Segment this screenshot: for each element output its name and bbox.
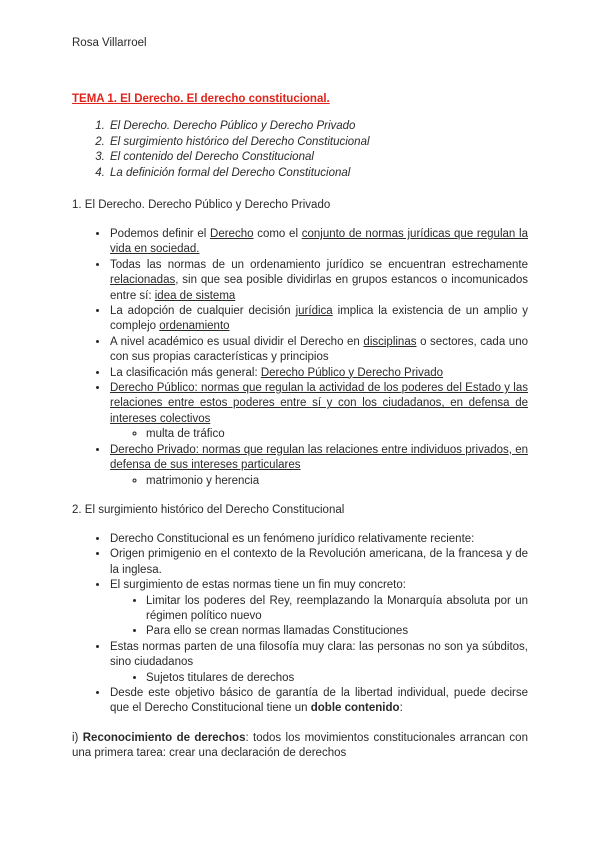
list-item: • La adopción de cualquier decisión jurídica implica la existencia de un amplio y complejo ordenamiento (109, 304, 528, 335)
sub-list-item: • Limitar los poderes del Rey, reemplazando la Monarquía absoluta por un régimen político nuevo (146, 594, 528, 625)
list-item: • Todas las normas de un ordenamiento jurídico se encuentran estrechamente relacionadas, sin que sea posible dividirlas en grupos estancos o incomunicados entre sí: idea de sistema (109, 258, 528, 304)
list-item: • Derecho Constitucional es un fenómeno jurídico relativamente reciente: (109, 532, 528, 547)
sub-list-item: ◦ matrimonio y herencia (146, 474, 528, 489)
sub-list-item: ◦ multa de tráfico (146, 427, 528, 442)
toc-item: 2. El surgimiento histórico del Derecho Constitucional (108, 135, 528, 151)
list-item: • Podemos definir el Derecho como el conjunto de normas jurídicas que regulan la vida en sociedad. (109, 227, 528, 258)
paragraph-reconocimiento: i) Reconocimiento de derechos: todos los movimientos constitucionales arrancan con una primera tarea: crear una declaración de derechos (72, 731, 528, 760)
document-title: TEMA 1. El Derecho. El derecho constitucional. (72, 93, 330, 105)
sub-list-item: • Sujetos titulares de derechos (146, 671, 528, 686)
section-2-list (72, 532, 528, 717)
list-item: • Derecho Privado: normas que regulan las relaciones entre individuos privados, en defensa de sus intereses particulares ◦ matrimonio y herencia (109, 443, 528, 489)
sub-list-item: • Para ello se crean normas llamadas Constituciones (146, 624, 528, 639)
toc-item: 1. El Derecho. Derecho Público y Derecho Privado (108, 119, 528, 135)
list-item: • Origen primigenio en el contexto de la Revolución americana, de la francesa y de la inglesa. (109, 547, 528, 578)
toc-item: 4. La definición formal del Derecho Constitucional (108, 166, 528, 182)
list-item: • A nivel académico es usual dividir el Derecho en disciplinas o sectores, cada uno con sus propias características y principios (109, 335, 528, 366)
section-1-list (72, 227, 528, 489)
list-item: • Derecho Público: normas que regulan la actividad de los poderes del Estado y las relaciones entre estos poderes entre sí y con los ciudadanos, en defensa de intereses colectivos ◦ multa de tráfico (109, 381, 528, 443)
list-item: • El surgimiento de estas normas tiene un fin muy concreto: • Limitar los poderes del Rey, reemplazando la Monarquía absoluta por un régimen político nuevo • Para ello se crean normas llamadas Constituciones (109, 578, 528, 640)
list-item: • La clasificación más general: Derecho Público y Derecho Privado (109, 366, 528, 381)
section-2-heading: 2. El surgimiento histórico del Derecho Constitucional (72, 503, 345, 516)
table-of-contents (72, 119, 528, 181)
section-1-heading: 1. El Derecho. Derecho Público y Derecho Privado (72, 199, 331, 211)
list-item: • Estas normas parten de una filosofía muy clara: las personas no son ya súbditos, sino ciudadanos • Sujetos titulares de derechos (109, 640, 528, 686)
toc-item: 3. El contenido del Derecho Constitucional (108, 150, 528, 166)
list-item: • Desde este objetivo básico de garantía de la libertad individual, puede decirse que el Derecho Constitucional tiene un doble contenido: (109, 686, 528, 717)
author-name: Rosa Villarroel (72, 37, 147, 49)
